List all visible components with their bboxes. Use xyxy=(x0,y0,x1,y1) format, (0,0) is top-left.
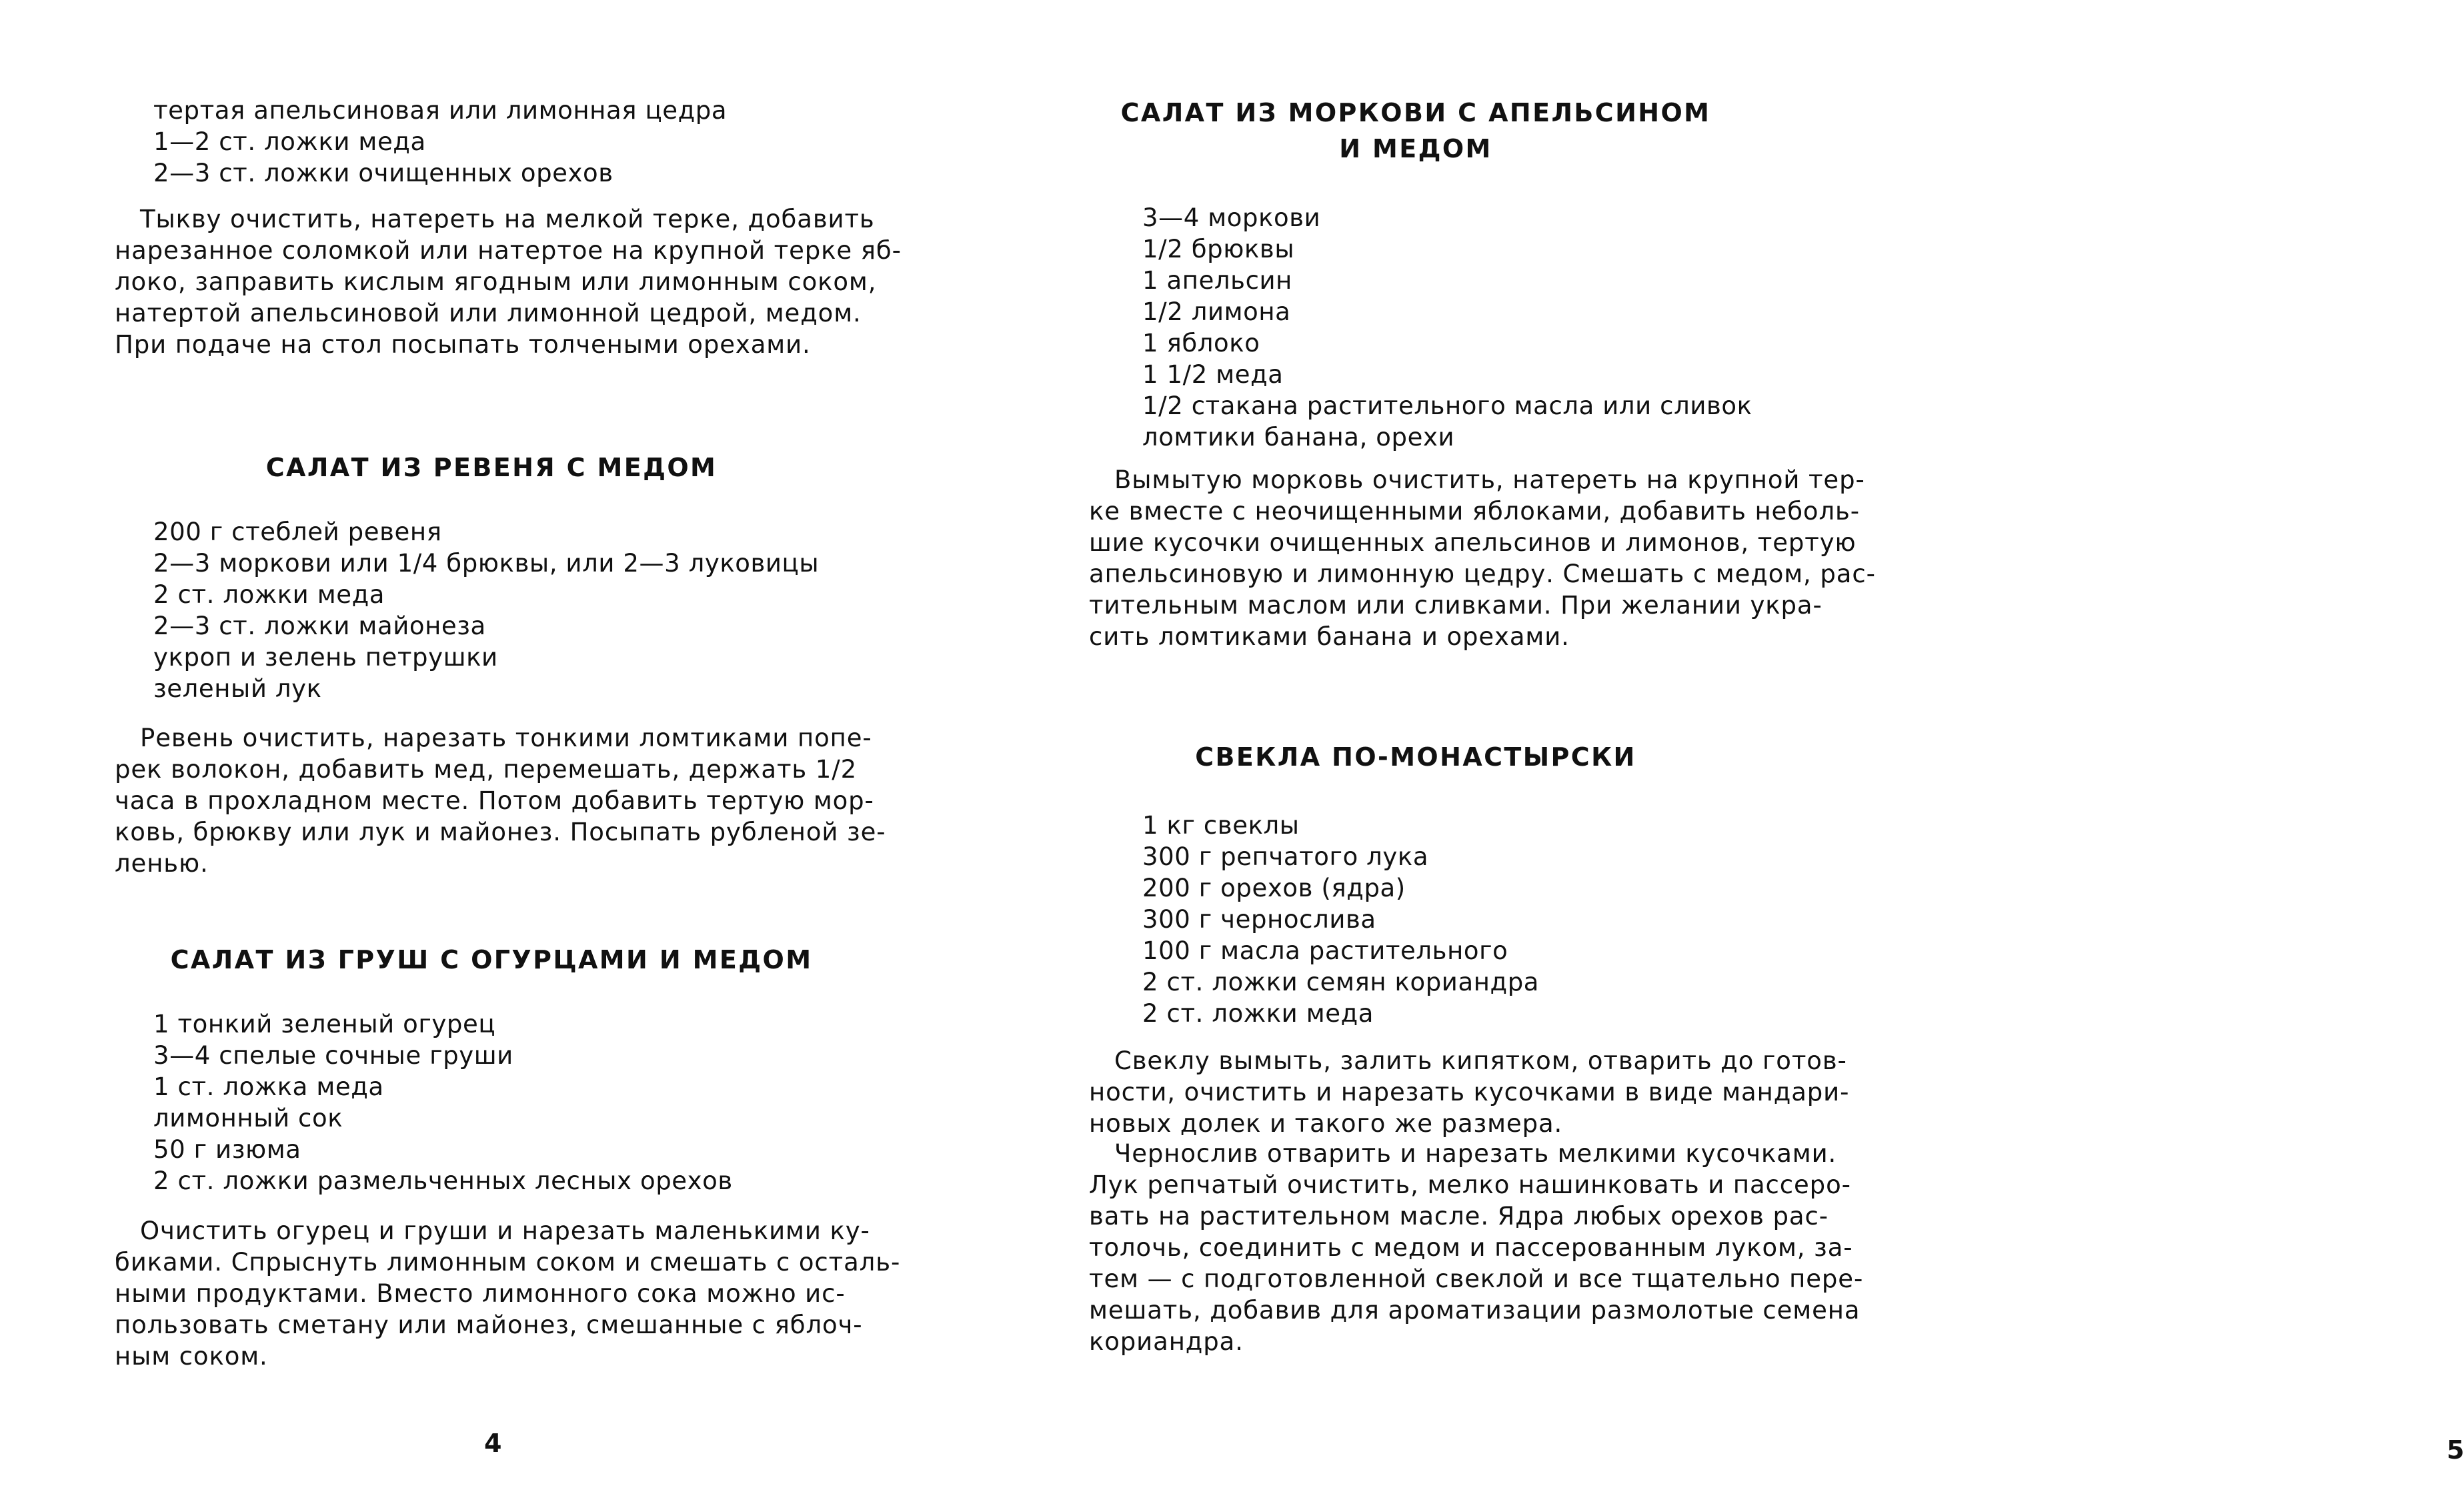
top-ingredients-list xyxy=(153,95,727,189)
ingredient-line: 2 ст. ложки размельченных лесных орехов xyxy=(153,1167,733,1195)
paragraph-line: рек волокон, добавить мед, перемешать, держать 1/2 xyxy=(115,755,858,784)
paragraph-line: Чернослив отварить и нарезать мелкими кусочками. xyxy=(1089,1139,1837,1168)
beet-instructions-part-2 xyxy=(1089,1138,1863,1357)
paragraph-line: сить ломтиками банана и орехами. xyxy=(1089,622,1570,651)
paragraph-line: шие кусочки очищенных апельсинов и лимонов, тертую xyxy=(1089,528,1857,557)
pears-instructions xyxy=(115,1215,900,1372)
ingredient-line: 3—4 спелые сочные груши xyxy=(153,1041,513,1070)
ingredient-line: 1/2 стакана растительного масла или сливок xyxy=(1142,392,1752,420)
ingredient-line: 1 кг свеклы xyxy=(1142,811,1300,840)
recipe-title-carrot: САЛАТ ИЗ МОРКОВИ С АПЕЛЬСИНОМ И МЕДОМ xyxy=(1120,98,1711,163)
paragraph-line: пользовать сметану или майонез, смешанные с яблоч- xyxy=(115,1311,863,1339)
paragraph-line: Свеклу вымыть, залить кипятком, отварить до готов- xyxy=(1089,1046,1847,1075)
ingredient-line: 1—2 ст. ложки меда xyxy=(153,127,426,156)
paragraph-line: При подаче на стол посыпать толчеными орехами. xyxy=(115,330,811,359)
ingredient-line: 3—4 моркови xyxy=(1142,203,1321,232)
right-page xyxy=(982,0,2464,1512)
recipe-title-pears: САЛАТ ИЗ ГРУШ С ОГУРЦАМИ И МЕДОМ xyxy=(170,945,813,974)
page-number: 5 xyxy=(2447,1435,2464,1465)
paragraph-line: ности, очистить и нарезать кусочками в виде мандари- xyxy=(1089,1078,1850,1106)
paragraph-line: Лук репчатый очистить, мелко нашинковать и пассеро- xyxy=(1089,1171,1851,1199)
ingredient-line: зеленый лук xyxy=(153,674,322,703)
ingredient-line: 2 ст. ложки меда xyxy=(1142,999,1374,1028)
ingredient-line: 2—3 ст. ложки очищенных орехов xyxy=(153,159,613,187)
paragraph-line: ными продуктами. Вместо лимонного сока можно ис- xyxy=(115,1279,846,1308)
ingredient-line: 2 ст. ложки семян кориандра xyxy=(1142,968,1540,996)
pears-ingredients-list xyxy=(153,1008,733,1197)
ingredient-line: укроп и зелень петрушки xyxy=(153,643,498,672)
ingredient-line: 50 г изюма xyxy=(153,1135,301,1164)
left-page xyxy=(0,0,982,1512)
ingredient-line: 1 ст. ложка меда xyxy=(153,1072,384,1101)
ingredient-line: 200 г орехов (ядра) xyxy=(1142,874,1406,902)
ingredient-line: 2—3 ст. ложки майонеза xyxy=(153,612,486,640)
paragraph-line: ковь, брюкву или лук и майонез. Посыпать рубленой зе- xyxy=(115,818,886,846)
ingredient-line: 200 г стеблей ревеня xyxy=(153,518,442,546)
paragraph-line: ным соком. xyxy=(115,1342,268,1371)
paragraph-line: Вымытую морковь очистить, натереть на крупной тер- xyxy=(1089,466,1865,494)
paragraph-line: тительным маслом или сливками. При желании укра- xyxy=(1089,591,1822,620)
paragraph-line: биками. Спрыснуть лимонным соком и смешать с осталь- xyxy=(115,1248,901,1277)
ingredient-line: 2 ст. ложки меда xyxy=(153,580,385,609)
paragraph-line: ленью. xyxy=(115,849,209,878)
paragraph-line: Тыкву очистить, натереть на мелкой терке, добавить xyxy=(115,205,875,233)
paragraph-line: апельсиновую и лимонную цедру. Смешать с медом, рас- xyxy=(1089,560,1876,588)
paragraph-line: часа в прохладном месте. Потом добавить тертую мор- xyxy=(115,786,874,815)
recipe-title-beet: СВЕКЛА ПО-МОНАСТЫРСКИ xyxy=(1195,742,1636,772)
ingredient-line: 300 г чернослива xyxy=(1142,905,1376,934)
ingredient-line: 300 г репчатого лука xyxy=(1142,842,1429,871)
page-number: 4 xyxy=(484,1429,502,1458)
ingredient-line: 1 яблоко xyxy=(1142,329,1260,357)
ingredient-line: 1 1/2 меда xyxy=(1142,360,1284,389)
paragraph-line: кориандра. xyxy=(1089,1327,1244,1356)
paragraph-line: вать на растительном масле. Ядра любых орехов рас- xyxy=(1089,1202,1829,1231)
paragraph-line: тем — с подготовленной свеклой и все тщательно пере- xyxy=(1089,1265,1864,1293)
paragraph-line: мешать, добавив для ароматизации размолотые семена xyxy=(1089,1296,1861,1325)
paragraph-line: Очистить огурец и груши и нарезать маленькими ку- xyxy=(115,1217,870,1245)
beet-instructions-part-1 xyxy=(1089,1045,1849,1139)
ingredient-line: 2—3 моркови или 1/4 брюквы, или 2—3 луковицы xyxy=(153,549,820,578)
paragraph-line: локо, заправить кислым ягодным или лимонным соком, xyxy=(115,267,877,296)
ingredient-line: 1/2 лимона xyxy=(1142,297,1291,326)
paragraph-line: толочь, соединить с медом и пассерованным луком, за- xyxy=(1089,1233,1853,1262)
ingredient-line: лимонный сок xyxy=(153,1104,343,1132)
paragraph-line: натертой апельсиновой или лимонной цедрой, медом. xyxy=(115,299,862,327)
ingredient-line: 100 г масла растительного xyxy=(1142,936,1508,965)
ingredient-line: 1 апельсин xyxy=(1142,266,1292,295)
ingredient-line: 1 тонкий зеленый огурец xyxy=(153,1010,496,1038)
rhubarb-instructions xyxy=(115,722,886,879)
paragraph-line: Ревень очистить, нарезать тонкими ломтиками попе- xyxy=(115,724,872,752)
carrot-ingredients-list xyxy=(1142,202,1752,453)
paragraph-line: ке вместе с неочищенными яблоками, добавить неболь- xyxy=(1089,497,1860,526)
paragraph-line: нарезанное соломкой или натертое на крупной терке яб- xyxy=(115,236,902,265)
ingredient-line: тертая апельсиновая или лимонная цедра xyxy=(153,96,728,125)
top-paragraph xyxy=(115,203,902,360)
carrot-instructions xyxy=(1089,464,1876,652)
ingredient-line: ломтики банана, орехи xyxy=(1142,423,1455,452)
paragraph-line: новых долек и такого же размера. xyxy=(1089,1109,1563,1138)
rhubarb-ingredients-list xyxy=(153,516,819,704)
ingredient-line: 1/2 брюквы xyxy=(1142,235,1295,263)
recipe-title-rhubarb: САЛАТ ИЗ РЕВЕНЯ С МЕДОМ xyxy=(265,453,718,482)
beet-ingredients-list xyxy=(1142,810,1539,1029)
